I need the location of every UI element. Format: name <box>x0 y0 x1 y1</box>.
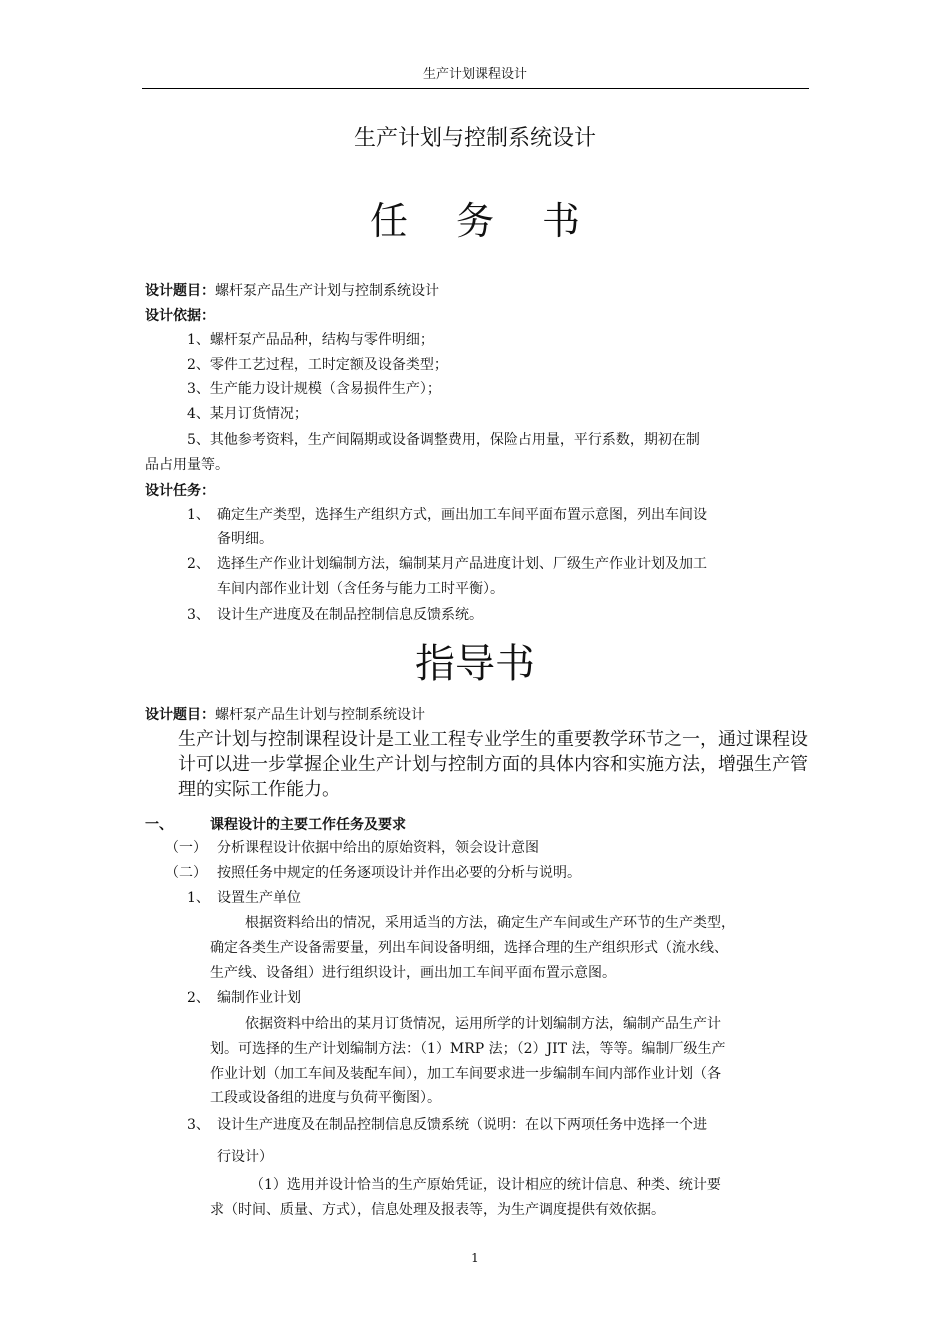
task-number: 3、 <box>187 607 210 623</box>
item-body-line: 设计生产进度及在制品控制信息反馈系统（说明：在以下两项任务中选择一个进 <box>217 1117 707 1133</box>
basis-item: 5、其他参考资料，生产间隔期或设备调整费用，保险占用量，平行系数，期初在制 <box>187 432 700 448</box>
subsection-number: （二） <box>165 865 207 881</box>
item-body-line: 作业计划（加工车间及装配车间），加工车间要求进一步编制车间内部作业计划（各 <box>210 1066 721 1082</box>
running-header: 生产计划课程设计 <box>422 67 527 82</box>
item-body-line: 行设计） <box>217 1149 273 1165</box>
subsection-number: （一） <box>165 840 207 856</box>
basis-item: 1、螺杆泵产品品种，结构与零件明细； <box>187 332 434 348</box>
intro-paragraph: 生产计划与控制课程设计是工业工程专业学生的重要教学环节之一，通过课程设计可以进一步掌握企业生产计划与控制方面的具体内容和实施方法，增强生产管理的实际工作能力。 <box>178 729 808 800</box>
item-body-line: 根据资料给出的情况，采用适当的方法，确定生产车间或生产环节的生产类型， <box>245 915 735 931</box>
item-body-line: 依据资料中给出的某月订货情况，运用所学的计划编制方法，编制产品生产计 <box>245 1016 721 1032</box>
basis-label: 设计依据： <box>145 308 215 324</box>
header-rule <box>142 88 809 89</box>
guide-subject-value: 螺杆泵产品生计划与控制系统设计 <box>215 707 425 723</box>
basis-item: 4、某月订货情况； <box>187 406 308 422</box>
document-title: 生产计划与控制系统设计 <box>353 126 596 151</box>
subsection-text: 按照任务中规定的任务逐项设计并作出必要的分析与说明。 <box>217 865 581 881</box>
task-text: 车间内部作业计划（含任务与能力工时平衡）。 <box>217 581 504 597</box>
item-number: 3、 <box>187 1117 210 1133</box>
task-subject-label: 设计题目： <box>145 283 215 299</box>
subsection-text: 分析课程设计依据中给出的原始资料，领会设计意图 <box>217 840 539 856</box>
task-text: 选择生产作业计划编制方法，编制某月产品进度计划、厂级生产作业计划及加工 <box>217 556 707 572</box>
task-subject-value: 螺杆泵产品生产计划与控制系统设计 <box>215 283 439 299</box>
task-number: 2、 <box>187 556 210 572</box>
task-number: 1、 <box>187 507 210 523</box>
basis-item-continuation: 品占用量等。 <box>145 457 229 473</box>
item-body-line: 工段或设备组的进度与负荷平衡图）。 <box>210 1090 441 1106</box>
section-title: 课程设计的主要工作任务及要求 <box>210 817 406 833</box>
section-number: 一、 <box>145 817 173 833</box>
item-number: 2、 <box>187 990 210 1006</box>
item-body-line: 划。可选择的生产计划编制方法：（1）MRP 法；（2）JIT 法，等等。编制厂级生产 <box>210 1041 726 1057</box>
task-subject-line <box>145 279 439 304</box>
item-sub-line: （1）选用并设计恰当的生产原始凭证，设计相应的统计信息、种类、统计要 <box>250 1177 721 1193</box>
item-body-line: 确定各类生产设备需要量，列出车间设备明细，选择合理的生产组织形式（流水线、 <box>210 940 728 956</box>
task-text: 设计生产进度及在制品控制信息反馈系统。 <box>217 607 483 623</box>
item-body-line: 生产线、设备组）进行组织设计，画出加工车间平面布置示意图。 <box>210 965 616 981</box>
basis-item: 3、生产能力设计规模（含易损件生产）； <box>187 381 441 397</box>
item-title: 编制作业计划 <box>217 990 301 1006</box>
item-sub-line: 求（时间、质量、方式），信息处理及报表等，为生产调度提供有效依据。 <box>210 1202 665 1218</box>
task-text: 确定生产类型，选择生产组织方式，画出加工车间平面布置示意图，列出车间设 <box>217 507 707 523</box>
task-book-title: 任务书 <box>369 199 628 243</box>
guide-subject-line <box>145 703 425 728</box>
task-text: 备明细。 <box>217 531 273 547</box>
item-title: 设置生产单位 <box>217 890 301 906</box>
page-number: 1 <box>471 1251 479 1265</box>
guide-book-title: 指导书 <box>415 641 535 687</box>
guide-subject-label: 设计题目： <box>145 707 215 723</box>
item-number: 1、 <box>187 890 210 906</box>
tasks-label: 设计任务： <box>145 483 215 499</box>
basis-item: 2、零件工艺过程，工时定额及设备类型； <box>187 357 448 373</box>
